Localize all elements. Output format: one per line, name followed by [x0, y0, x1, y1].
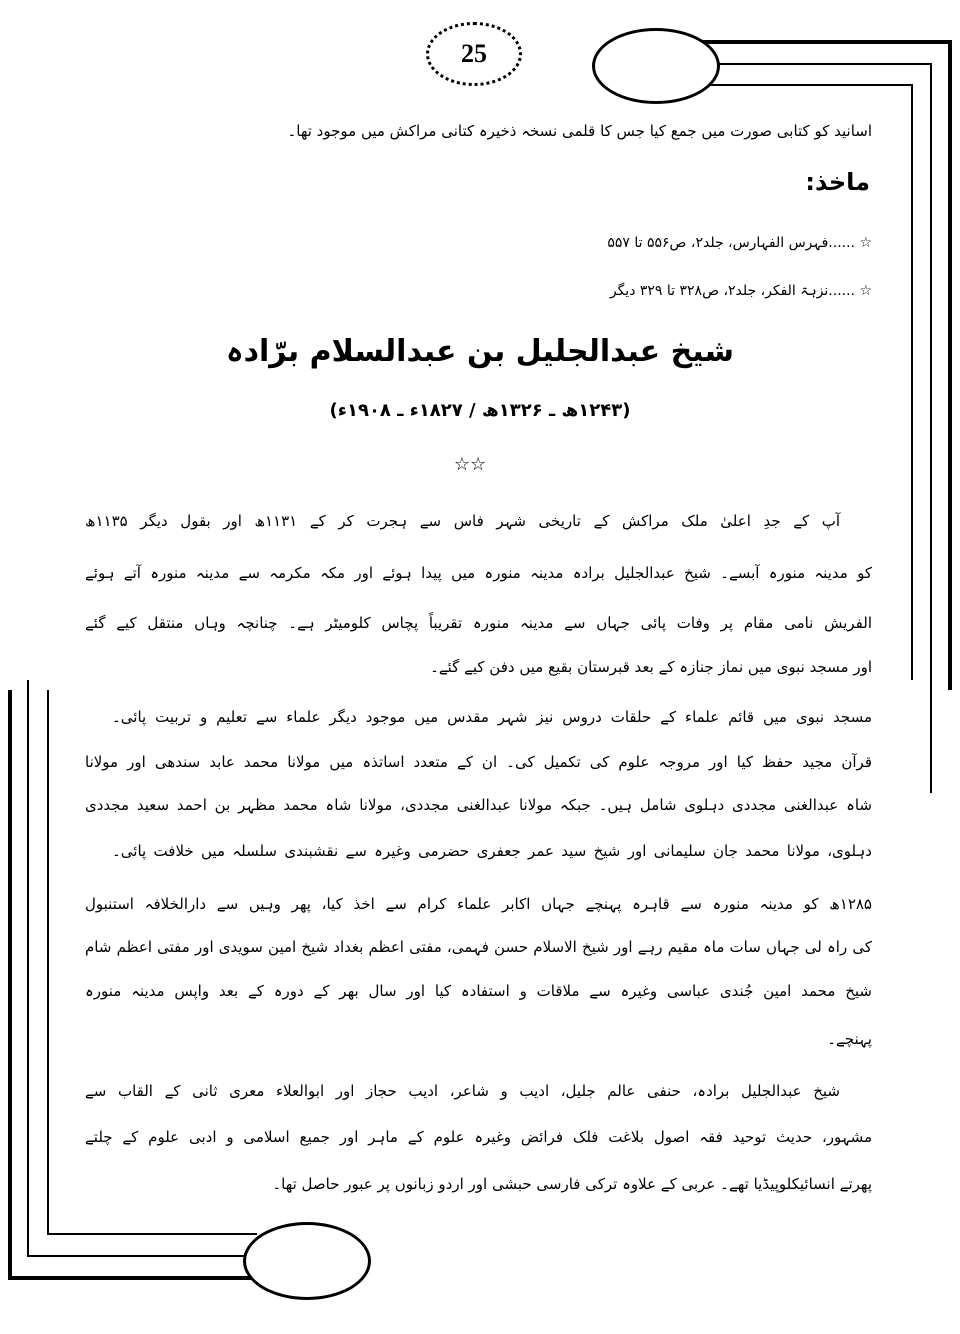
corner-ornament-oval [592, 28, 720, 104]
border-line [700, 40, 952, 44]
paragraph-line: الفریش نامی مقام پر وفات پائی جہاں سے مدینہ منورہ تقریباً پچاس کلومیٹر ہے۔ چنانچہ وہاں منتقل کیے گئے [85, 614, 872, 632]
paragraph-line: قرآن مجید حفظ کیا اور مروجہ علوم کی تکمیل کی۔ ان کے متعدد اساتذہ میں مولانا محمد عابد سندھی اور مولانا [85, 753, 872, 771]
article-dates: (۱۲۴۳ھ ـ ۱۳۲۶ھ / ۱۸۲۷ء ـ ۱۹۰۸ء) [329, 400, 631, 421]
border-line [8, 1276, 258, 1280]
source-item: ☆ ......فہرس الفہارس، جلد۲، ص۵۵۶ تا ۵۵۷ [607, 235, 872, 251]
paragraph-line: شیخ محمد امین جُندی عباسی وغیرہ سے ملاقات و استفادہ کیا اور سال بھر کے دورہ کے بعد واپس مدینہ منورہ [85, 982, 872, 1000]
border-line [47, 1233, 257, 1235]
paragraph-line: کی راہ لی جہاں سات ماہ مقیم رہے اور شیخ الاسلام حسن فہمی، مفتی اعظم بغداد شیخ امین سویدی اور مفتی اعظم شام [85, 938, 872, 956]
border-line [948, 40, 952, 690]
paragraph-line: شاہ عبدالغنی مجددی دہلوی شامل ہیں۔ جبکہ مولانا عبدالغنی مجددی، مولانا شاہ محمد مظہر بن احمد سعید مجددی [85, 796, 872, 814]
paragraph-line: ۱۲۸۵ھ کو مدینہ منورہ سے قاہرہ پہنچے جہاں اکابر علماء کرام سے اخذ کیا، پھر وہیں سے دارالخلافہ استنبول [85, 895, 872, 913]
border-line [930, 63, 932, 793]
paragraph-line: اور مسجد نبوی میں نماز جنازہ کے بعد قبرستان بقیع میں دفن کیے گئے۔ [430, 658, 872, 676]
paragraph-line: مشہور، حدیث توحید فقہ اصول بلاغت فلک فرائض وغیرہ علوم کے ماہر اور جمیع اسلامی و ادبی علوم کے چلتے [85, 1128, 872, 1146]
paragraph-line: مسجد نبوی میں قائم علماء کے حلقات دروس نیز شہر مقدس میں موجود دیگر علماء سے تعلیم و تربیت پائی۔ [112, 708, 872, 726]
border-line [8, 690, 12, 1280]
paragraph-line: دہلوی، مولانا محمد جان سلیمانی اور شیخ سید عمر جعفری حضرمی وغیرہ سے نقشبندی سلسلہ میں خلافت پائی۔ [112, 842, 872, 860]
border-line [47, 690, 49, 1235]
sources-heading: ماخذ: [805, 168, 870, 196]
border-line [27, 1255, 257, 1257]
paragraph-line: کو مدینہ منورہ آبسے۔ شیخ عبدالجلیل برادہ مدینہ منورہ میں پیدا ہوئے اور مکہ مکرمہ سے مدینہ منورہ آتے ہوئے [85, 564, 872, 582]
page-number: 25 [426, 22, 522, 86]
paragraph-line: پہنچے۔ [827, 1030, 872, 1048]
paragraph-line: آپ کے جدِ اعلیٰ ملک مراکش کے تاریخی شہر فاس سے ہجرت کر کے ۱۱۳۱ھ اور بقول دیگر ۱۱۳۵ھ [85, 512, 840, 530]
article-title: شیخ عبدالجلیل بن عبدالسلام برّادہ [225, 334, 734, 369]
border-line [710, 84, 913, 86]
source-item: ☆ ......نزہۃ الفکر، جلد۲، ص۳۲۸ تا ۳۲۹ دیگر [609, 283, 872, 299]
border-line [911, 84, 913, 680]
corner-ornament-oval [243, 1222, 371, 1300]
separator-stars: ☆☆ [453, 454, 487, 475]
paragraph-line: شیخ عبدالجلیل برادہ، حنفی عالم جلیل، ادیب و شاعر، ادیب حجاز اور ابوالعلاء معری ثانی کے القاب سے [85, 1082, 840, 1100]
border-line [27, 680, 29, 1257]
intro-line: اسانید کو کتابی صورت میں جمع کیا جس کا قلمی نسخہ ذخیرہ کتانی مراکش میں موجود تھا۔ [287, 122, 872, 140]
paragraph-line: پھرتے انسائیکلوپیڈیا تھے۔ عربی کے علاوہ ترکی فارسی حبشی اور اردو زبانوں پر عبور حاصل تھا۔ [272, 1175, 872, 1193]
border-line [710, 63, 932, 65]
